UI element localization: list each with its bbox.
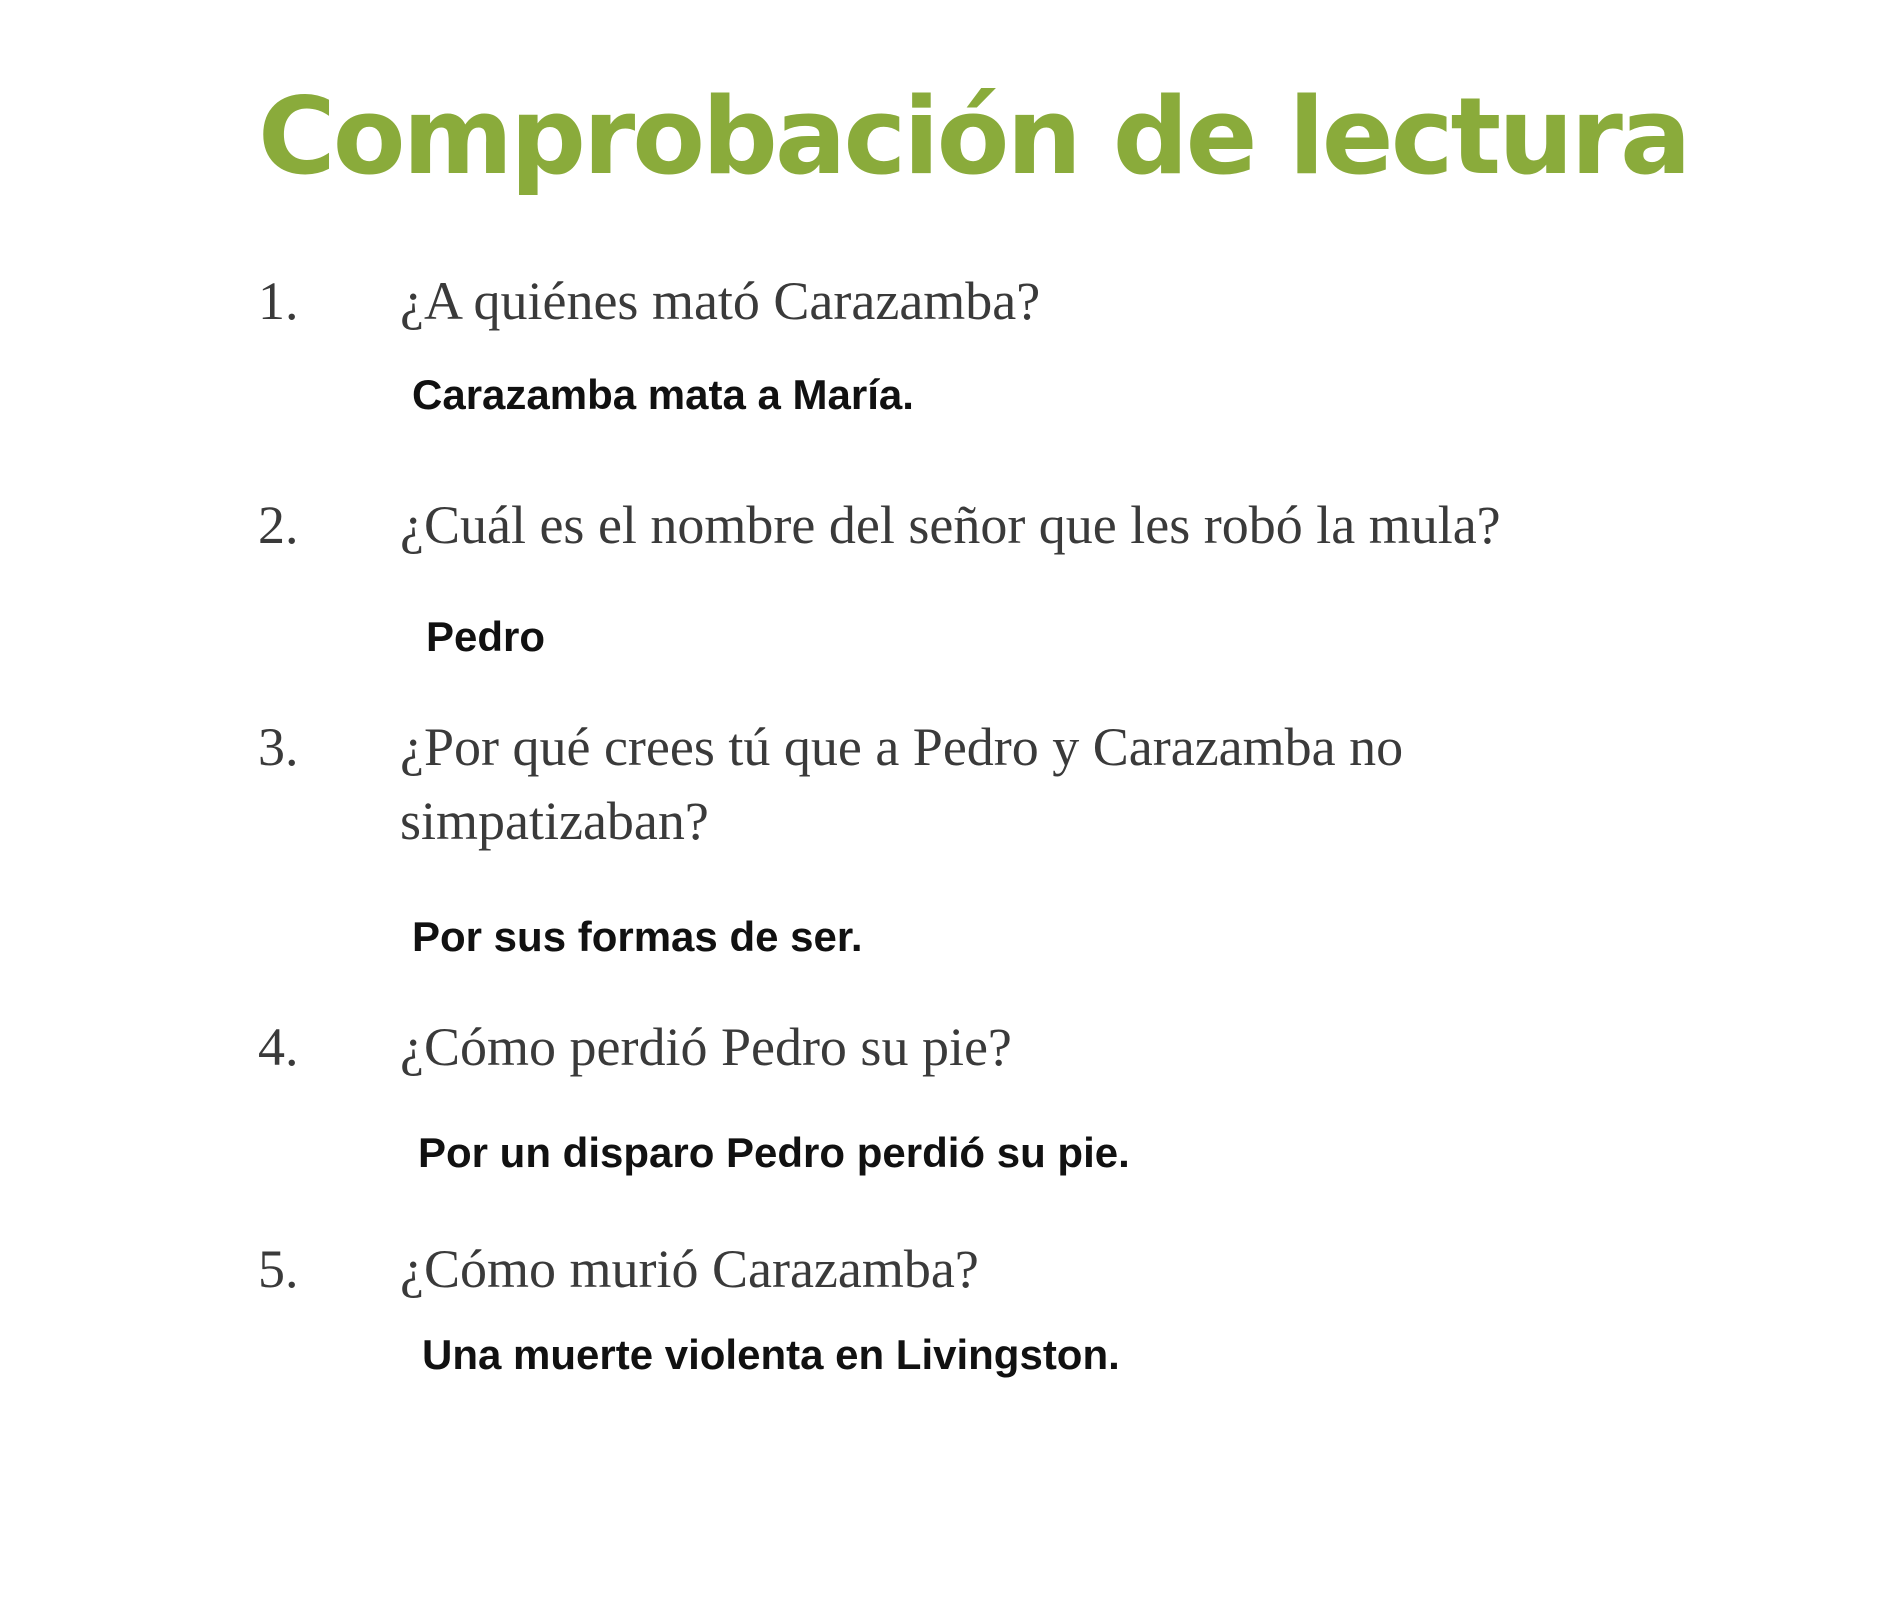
question-number: 5.: [258, 1239, 299, 1299]
question-number: 4.: [258, 1017, 299, 1077]
answer-text: Por sus formas de ser.: [412, 913, 863, 960]
page-title: Comprobación de lectura: [258, 75, 1689, 198]
answer-text: Pedro: [426, 613, 546, 660]
answer-text: Por un disparo Pedro perdió su pie.: [418, 1129, 1130, 1176]
question-number: 3.: [258, 717, 299, 777]
question-text: ¿Cuál es el nombre del señor que les robó la mula?: [400, 495, 1501, 555]
question-text: simpatizaban?: [400, 791, 709, 851]
answer-text: Carazamba mata a María.: [412, 371, 914, 418]
question-text: ¿Cómo murió Carazamba?: [400, 1239, 979, 1299]
question-number: 1.: [258, 271, 299, 331]
question-text: ¿Por qué crees tú que a Pedro y Carazamba no: [400, 717, 1404, 777]
question-text: ¿Cómo perdió Pedro su pie?: [400, 1017, 1012, 1077]
question-text: ¿A quiénes mató Carazamba?: [400, 271, 1041, 331]
answer-text: Una muerte violenta en Livingston.: [422, 1331, 1120, 1378]
question-number: 2.: [258, 495, 299, 555]
